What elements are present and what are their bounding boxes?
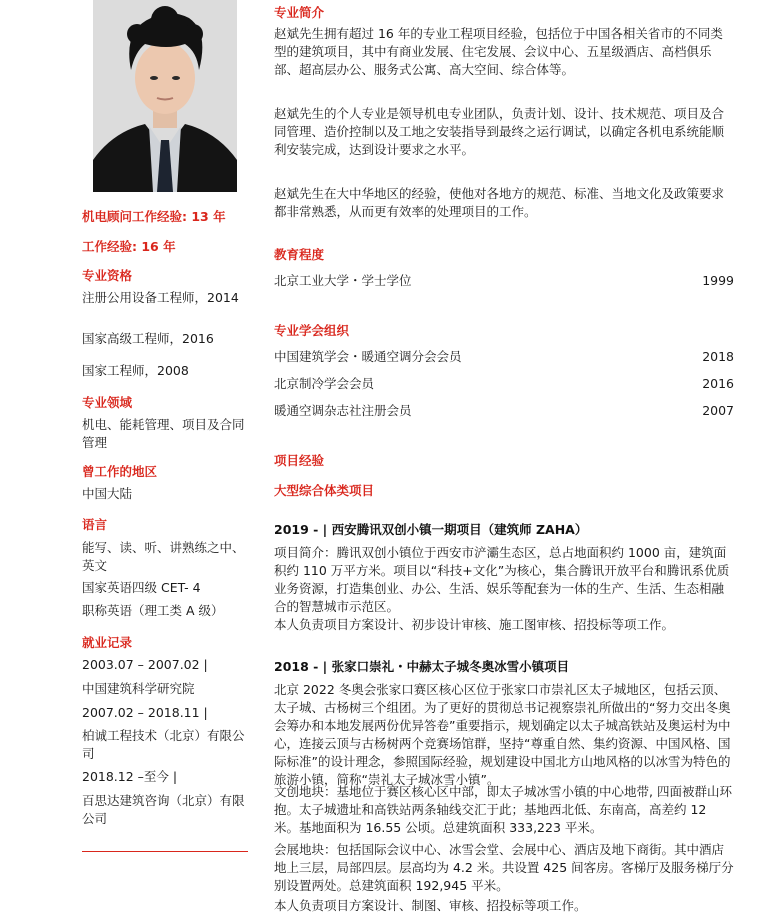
qualification-item: 国家高级工程师，2016 [82, 331, 214, 346]
qualification-item: 国家工程师，2008 [82, 363, 189, 378]
association-name: 中国建筑学会・暖通空调分会会员 [274, 349, 462, 364]
education-heading: 教育程度 [274, 247, 325, 262]
employment-heading: 就业记录 [82, 635, 133, 650]
qualification-item: 注册公用设备工程师，2014 [82, 290, 239, 305]
association-name: 暖通空调杂志社注册会员 [274, 403, 412, 418]
education-name: 北京工业大学・学士学位 [274, 273, 412, 288]
employment-period: 2007.02 – 2018.11 | [82, 705, 208, 720]
profile-heading: 专业简介 [274, 5, 325, 20]
associations-heading: 专业学会组织 [274, 323, 350, 338]
project-paragraph: 本人负责项目方案设计、制图、审核、招投标等项工作。 [274, 898, 587, 913]
mep-experience: 机电顾问工作经验: 13 年 [82, 209, 226, 224]
project-paragraph: 项目简介：腾讯双创小镇位于西安市浐灞生态区，总占地面积约 1000 亩，建筑面积约 110 万平方米。项目以“科技+文化”为核心，集合腾讯开放平台和腾讯系优质业务资源，打造集创业、办公、生活、娱乐等配套为一体的生产、生活、生态相融合的智慧城市示范区。 [274, 545, 730, 614]
association-row [274, 402, 734, 420]
language-item: 国家英语四级 CET- 4 [82, 580, 201, 595]
employment-company: 百思达建筑咨询（北京）有限公司 [82, 793, 245, 826]
education-year: 1999 [702, 273, 734, 288]
project-title: 2018 - | 张家口崇礼・中赫太子城冬奥冰雪小镇项目 [274, 659, 570, 674]
employment-company: 柏诚工程技术（北京）有限公司 [82, 728, 245, 761]
association-year: 2007 [702, 403, 734, 418]
association-year: 2018 [702, 349, 734, 364]
employment-period: 2003.07 – 2007.02 | [82, 657, 208, 672]
language-item: 能写、读、听、讲熟练之中、英文 [82, 540, 245, 573]
portrait-photo [93, 0, 237, 192]
education-row [274, 272, 734, 290]
profile-paragraph: 赵斌先生在大中华地区的经验，使他对各地方的规范、标准、当地文化及政策要求都非常熟悉，从而更有效率的处理项目的工作。 [274, 186, 725, 219]
languages-heading: 语言 [82, 517, 108, 532]
sidebar-divider [82, 851, 248, 852]
project-title: 2019 - | 西安腾讯双创小镇一期项目（建筑师 ZAHA） [274, 522, 588, 537]
project-paragraph: 本人负责项目方案设计、初步设计审核、施工图审核、招投标等项工作。 [274, 617, 675, 632]
profile-paragraph: 赵斌先生的个人专业是领导机电专业团队，负责计划、设计、技术规范、项目及合同管理、造价控制以及工地之安装指导到最终之运行调试，以确定各机电系统能顺利安装完成，达到设计要求之水平。 [274, 106, 725, 157]
association-year: 2016 [702, 376, 734, 391]
work-experience: 工作经验: 16 年 [82, 239, 176, 254]
project-paragraph: 北京 2022 冬奥会张家口赛区核心区位于张家口市崇礼区太子城地区，包括云顶、太子城、古杨树三个组团。为了更好的贯彻总书记视察崇礼所做出的“努力交出冬奥会筹办和本地发展两份优异答卷”重要指示，规划确定以太子城高铁站及奥运村为中心，连接云顶与古杨树两个竞赛场馆群，坚持“尊重自然、集约资源、中国风格、国际标准”的设计理念，参照国际经验，规划建设中国北方山地风格的以冰雪为特色的旅游小镇，简称“崇礼太子城冰雪小镇”。 [274, 682, 731, 787]
qualifications-heading: 专业资格 [82, 268, 133, 283]
employment-period: 2018.12 –至今 | [82, 769, 178, 784]
language-item: 职称英语（理工类 A 级） [82, 603, 224, 618]
projects-subheading: 大型综合体类项目 [274, 483, 375, 498]
fields-text: 机电、能耗管理、项目及合同管理 [82, 417, 245, 450]
projects-heading: 项目经验 [274, 453, 325, 468]
profile-paragraph: 赵斌先生拥有超过 16 年的专业工程项目经验，包括位于中国各相关省市的不同类型的建筑项目，其中有商业发展、住宅发展、会议中心、五星级酒店、高档俱乐部、超高层办公、服务式公寓、高大空间、综合体等。 [274, 26, 723, 77]
regions-text: 中国大陆 [82, 486, 133, 501]
employment-company: 中国建筑科学研究院 [82, 681, 195, 696]
fields-heading: 专业领域 [82, 395, 133, 410]
regions-heading: 曾工作的地区 [82, 464, 158, 479]
project-paragraph: 文创地块：基地位于赛区核心区中部，即太子城冰雪小镇的中心地带, 四面被群山环抱。太子城遗址和高铁站两条轴线交汇于此；基地西北低、东南高，高差约 12 米。基地面积为 16.55 公顷。总建筑面积 333,223 平米。 [274, 784, 732, 835]
association-row [274, 375, 734, 393]
project-paragraph: 会展地块：包括国际会议中心、冰雪会堂、会展中心、酒店及地下商街。其中酒店地上三层，局部四层。层高均为 4.2 米。共设置 425 间客房。客梯厅及服务梯厅分别设置两处。总建筑面积 192,945 平米。 [274, 842, 734, 893]
association-row [274, 348, 734, 366]
association-name: 北京制冷学会会员 [274, 376, 375, 391]
